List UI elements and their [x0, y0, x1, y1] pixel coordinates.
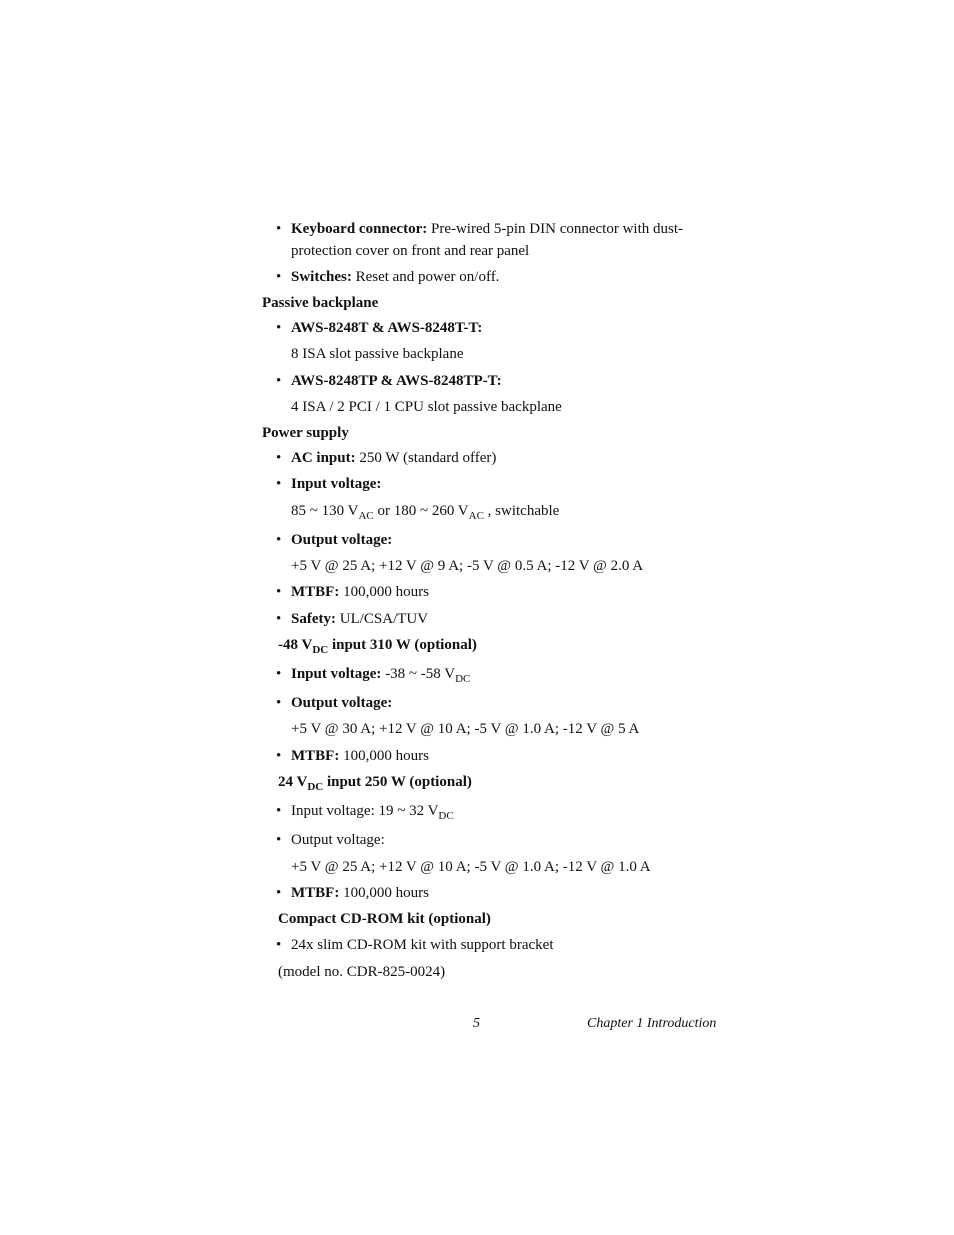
ac-input-line: AC input: 250 W (standard offer) — [291, 450, 497, 466]
bullet: • — [276, 532, 282, 548]
bullet: • — [276, 221, 282, 237]
cdrom-model: (model no. CDR-825-0024) — [278, 964, 446, 980]
dc48-output-voltage-label: Output voltage: — [291, 695, 393, 711]
bullet: • — [276, 803, 282, 819]
bullet: • — [276, 666, 282, 682]
bullet: • — [276, 937, 282, 953]
bullet: • — [276, 476, 282, 492]
keyboard-connector-line-2: protection cover on front and rear panel — [291, 243, 530, 259]
bullet: • — [276, 450, 282, 466]
input-voltage-value: 85 ~ 130 $V_{AC}$ or 180 ~ 260 $V_{AC}$ , switchable — [291, 503, 560, 522]
dc24-output-voltage-value: +5 V @ 25 A; +12 V @ 10 A; -5 V @ 1.0 A; -12 V @ 1.0 A — [291, 859, 651, 875]
output-voltage-label: Output voltage: — [291, 532, 393, 548]
bullet: • — [276, 695, 282, 711]
passive-item-1-text: 8 ISA slot passive backplane — [291, 346, 464, 362]
bullet: • — [276, 885, 282, 901]
keyboard-connector-label: Keyboard connector: — [291, 221, 428, 237]
switches-label: Switches: — [291, 269, 352, 285]
dc48-output-voltage-value: +5 V @ 30 A; +12 V @ 10 A; -5 V @ 1.0 A; -12 V @ 5 A — [291, 721, 640, 737]
passive-item-2-label: AWS-8248TP & AWS-8248TP-T: — [291, 373, 502, 389]
passive-backplane-heading: Passive backplane — [262, 295, 379, 311]
dc24-mtbf-line: MTBF: 100,000 hours — [291, 885, 429, 901]
bullet: • — [276, 320, 282, 336]
bullet: • — [276, 373, 282, 389]
keyboard-connector-text: Pre-wired 5-pin DIN connector with dust- — [427, 221, 684, 237]
bullet: • — [276, 832, 282, 848]
cdrom-item: 24x slim CD-ROM kit with support bracket — [291, 937, 554, 953]
bullet: • — [276, 611, 282, 627]
bullet: • — [276, 584, 282, 600]
mtbf-line: MTBF: 100,000 hours — [291, 584, 429, 600]
safety-line: Safety: UL/CSA/TUV — [291, 611, 429, 627]
output-voltage-value: +5 V @ 25 A; +12 V @ 9 A; -5 V @ 0.5 A; -12 V @ 2.0 A — [291, 558, 644, 574]
input-voltage-label: Input voltage: — [291, 476, 382, 492]
bullet: • — [276, 748, 282, 764]
power-supply-heading: Power supply — [262, 425, 349, 441]
keyboard-connector-line-1 — [291, 220, 683, 238]
dc48-input-voltage: Input voltage: -38 ~ -58 $V_{DC}$ — [291, 666, 471, 685]
dc24-output-voltage-label: Output voltage: — [291, 832, 385, 848]
chapter-title: Chapter 1 Introduction — [587, 1016, 717, 1031]
dc48-heading: -48 $V_{DC}$ input 310 W (optional) — [278, 637, 477, 656]
passive-item-1-label: AWS-8248T & AWS-8248T-T: — [291, 320, 483, 336]
dc24-heading: 24 $V_{DC}$ input 250 W (optional) — [278, 774, 472, 793]
switches-line — [291, 268, 499, 286]
switches-text: Reset and power on/off. — [351, 269, 500, 285]
cdrom-heading: Compact CD-ROM kit (optional) — [278, 911, 491, 927]
dc24-input-voltage: Input voltage: 19 ~ 32 $V_{DC}$ — [291, 803, 454, 822]
passive-item-2-text: 4 ISA / 2 PCI / 1 CPU slot passive backplane — [291, 399, 562, 415]
dc48-mtbf-line: MTBF: 100,000 hours — [291, 748, 429, 764]
bullet: • — [276, 269, 282, 285]
page-number: 5 — [473, 1016, 480, 1031]
